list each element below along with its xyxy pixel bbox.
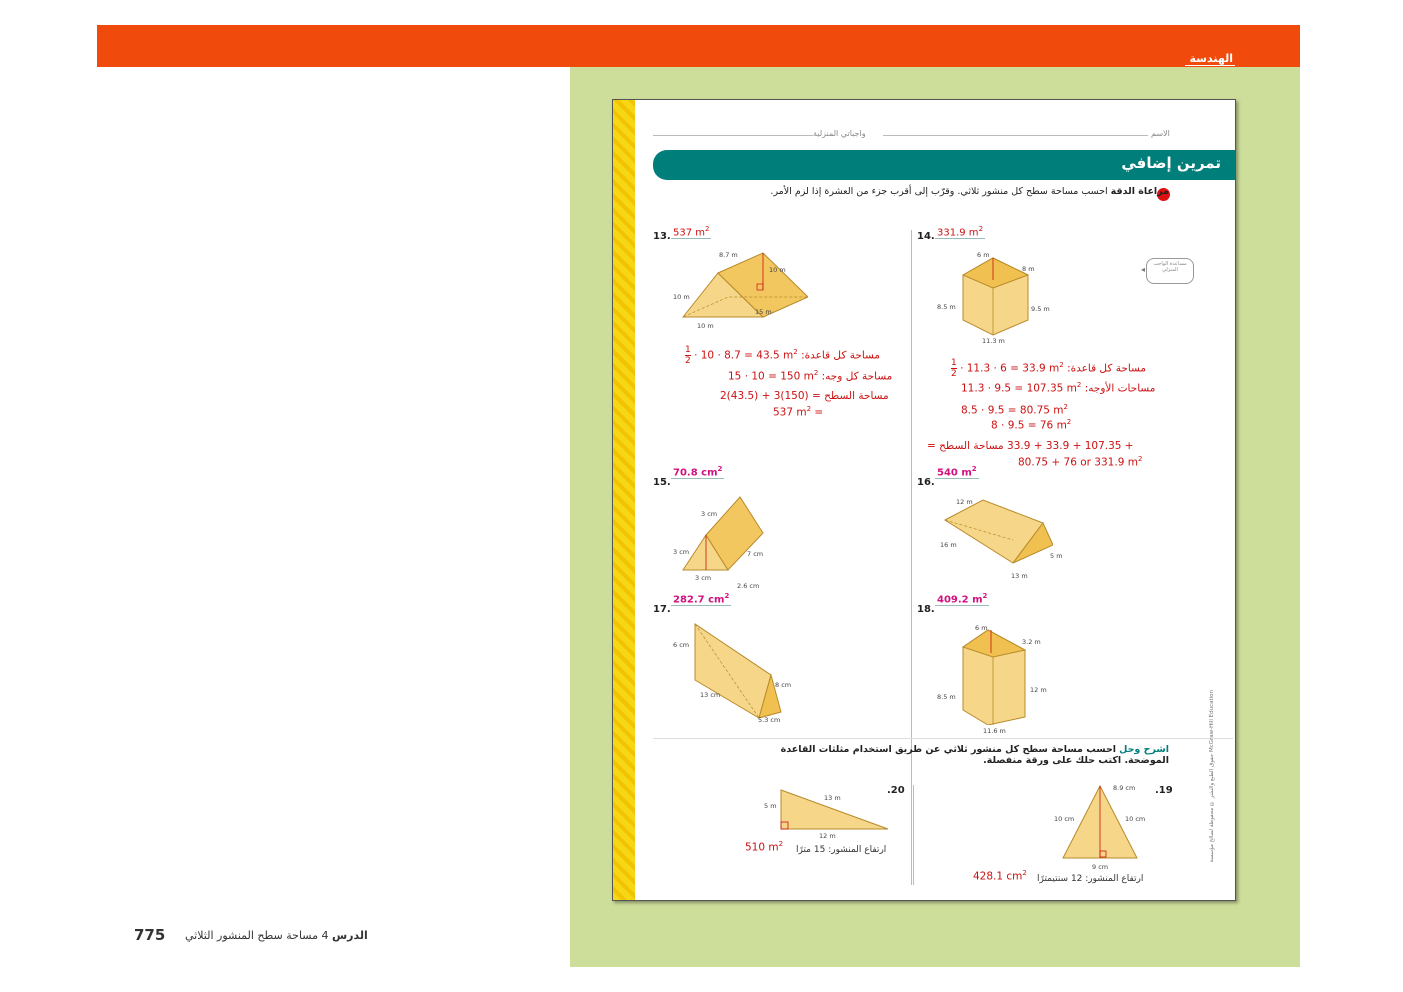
p13-dim-1: 8.7 m <box>719 251 738 259</box>
section2-instruction <box>769 744 1169 766</box>
lesson-number: 4 <box>321 929 329 942</box>
problem-18-number: 18. <box>917 604 935 615</box>
problem-17-answer: 282.7 $cm^2$ <box>673 592 730 606</box>
page-number: 775 <box>134 926 166 944</box>
triangle-20-figure <box>773 785 893 835</box>
problem-20-number: .20 <box>887 785 905 796</box>
p17-dim-2: 8 cm <box>775 681 792 689</box>
p18-dim-5: 11.6 m <box>983 727 1006 735</box>
p16-dim-3: 5 m <box>1050 552 1063 560</box>
p20-dim-3: 12 m <box>819 832 836 840</box>
p15-dim-3: 7 cm <box>747 550 764 558</box>
p18-dim-2: 3.2 m <box>1022 638 1041 646</box>
p20-prism-height: ارتفاع المنشور: 15 مترًا <box>796 845 887 855</box>
instruction-tag: مراعاة الدقة <box>1110 186 1169 197</box>
p13-dim-2: 10 m <box>769 266 786 274</box>
problem-18-answer: 409.2 $m^2$ <box>937 592 988 606</box>
p18-dim-4: 12 m <box>1030 686 1047 694</box>
problem-16-answer: 540 $m^2$ <box>937 465 977 479</box>
p16-dim-4: 13 m <box>1011 572 1028 580</box>
p17-dim-3: 13 cm <box>700 691 721 699</box>
p16-dim-1: 12 m <box>956 498 973 506</box>
fraction-half: $\frac{1}{2}$ <box>951 358 957 379</box>
p14-work-5: مساحة السطح = 33.9 + 33.9 + 107.35 + <box>927 440 1134 452</box>
p18-dim-1: 6 m <box>975 624 988 632</box>
instruction <box>769 186 1169 197</box>
p14-work-1: $\frac{1}{2}$ · 11.3 · 6 = 33.9 $m^2$ مساحة كل قاعدة: <box>951 358 1147 379</box>
p13-dim-4: 15 m <box>755 308 772 316</box>
p13-dim-5: 10 m <box>697 322 714 330</box>
problem-19-answer: 428.1 $cm^2$ <box>973 869 1027 883</box>
p15-dim-4: 3 cm <box>695 574 712 582</box>
fraction-half: $\frac{1}{2}$ <box>685 345 691 366</box>
p14-dim-1: 6 m <box>977 251 990 259</box>
p14-work-4: 8 · 9.5 = 76 $m^2$ <box>991 418 1072 432</box>
problem-14-number: 14. <box>917 231 935 242</box>
problem-13-answer: 537 $m^2$ <box>673 225 710 239</box>
problem-14-answer: 331.9 $m^2$ <box>937 225 984 239</box>
p18-dim-3: 8.5 m <box>937 693 956 701</box>
problem-16-number: 16. <box>917 477 935 488</box>
p13-work-2: 15 · 10 = 150 $m^2$ مساحة كل وجه: <box>728 369 893 383</box>
prism-16-figure <box>943 495 1053 570</box>
section2-tag: اشرح وحل <box>1119 744 1169 755</box>
p13-work-3: 2(43.5) + 3(150) = مساحة السطح <box>720 390 889 402</box>
title-bar <box>653 150 1235 180</box>
homework-label: واجباتي المنزلية <box>813 129 866 138</box>
p20-dim-1: 13 m <box>824 794 841 802</box>
prism-17-figure <box>691 620 791 720</box>
p14-work-6: 80.75 + 76 or 331.9 $m^2$ <box>1018 455 1143 469</box>
p14-work-3: 8.5 · 9.5 = 80.75 $m^2$ <box>961 403 1068 417</box>
problem-15-answer: 70.8 $cm^2$ <box>673 465 723 479</box>
p14-dim-5: 11.3 m <box>982 337 1005 345</box>
column-divider-bottom <box>913 785 914 885</box>
section-label: الهندسة <box>1189 52 1233 65</box>
section2-text: احسب مساحة سطح كل منشور ثلاثي عن طريق استخدام مثلثات القاعدة الموضحة. اكتب حلك على ورقة منفصلة. <box>780 744 1169 766</box>
p15-dim-1: 3 cm <box>701 510 718 518</box>
problem-13-number: 13. <box>653 231 671 242</box>
p13-work-1: $\frac{1}{2}$ · 10 · 8.7 = 43.5 $m^2$ مساحة كل قاعدة: <box>685 345 881 366</box>
p19-dim-1: 8.9 cm <box>1113 784 1136 792</box>
worksheet-page <box>612 99 1236 901</box>
homework-help-bubble[interactable]: مساعدة الواجب المنزلي <box>1146 258 1194 284</box>
problem-15-number: 15. <box>653 477 671 488</box>
p19-dim-3: 10 cm <box>1125 815 1146 823</box>
lesson-word: الدرس <box>332 929 368 942</box>
section-divider <box>653 738 1233 739</box>
column-divider <box>911 230 912 885</box>
p20-dim-2: 5 m <box>764 802 777 810</box>
copyright-credit: حقوق الطبع والنشر © محفوظة لصالح مؤسسة McGraw-Hill Education <box>1209 690 1215 863</box>
problem-19-number: .19 <box>1155 785 1173 796</box>
p15-dim-2: 3 cm <box>673 548 690 556</box>
p16-dim-2: 16 m <box>940 541 957 549</box>
p19-dim-2: 10 cm <box>1054 815 1075 823</box>
top-banner <box>97 25 1300 67</box>
lesson-title: مساحة سطح المنشور الثلاثي <box>185 929 318 942</box>
p14-dim-4: 9.5 m <box>1031 305 1050 313</box>
problem-17-number: 17. <box>653 604 671 615</box>
worksheet-title: تمرين إضافي <box>1121 154 1221 172</box>
arrow-left-icon: ◂ <box>1141 265 1146 274</box>
prism-15-figure <box>678 495 768 580</box>
p14-dim-3: 8.5 m <box>937 303 956 311</box>
p15-dim-5: 2.6 cm <box>737 582 760 590</box>
name-label: الاسم <box>1151 129 1170 138</box>
p13-dim-3: 10 m <box>673 293 690 301</box>
p17-dim-1: 6 cm <box>673 641 690 649</box>
yellow-strip <box>613 100 635 900</box>
prism-13-figure <box>668 245 808 330</box>
p14-work-2: 11.3 · 9.5 = 107.35 $m^2$ مساحات الأوجه: <box>961 381 1156 395</box>
footer-lesson <box>185 929 368 942</box>
problem-20-answer: 510 $m^2$ <box>745 840 784 854</box>
p19-prism-height: ارتفاع المنشور: 12 سنتيمترًا <box>1037 874 1144 884</box>
p13-work-4: 537 $m^2$ = <box>773 405 824 419</box>
p17-dim-4: 5.3 cm <box>758 716 781 724</box>
p19-dim-4: 9 cm <box>1092 863 1109 871</box>
homework-line <box>653 135 813 136</box>
name-line <box>883 135 1148 136</box>
p14-dim-2: 8 m <box>1022 265 1035 273</box>
instruction-text: احسب مساحة سطح كل منشور ثلاثي. وقرّب إلى أقرب جزء من العشرة إذا لزم الأمر. <box>770 186 1108 197</box>
section-underline <box>1185 65 1235 66</box>
